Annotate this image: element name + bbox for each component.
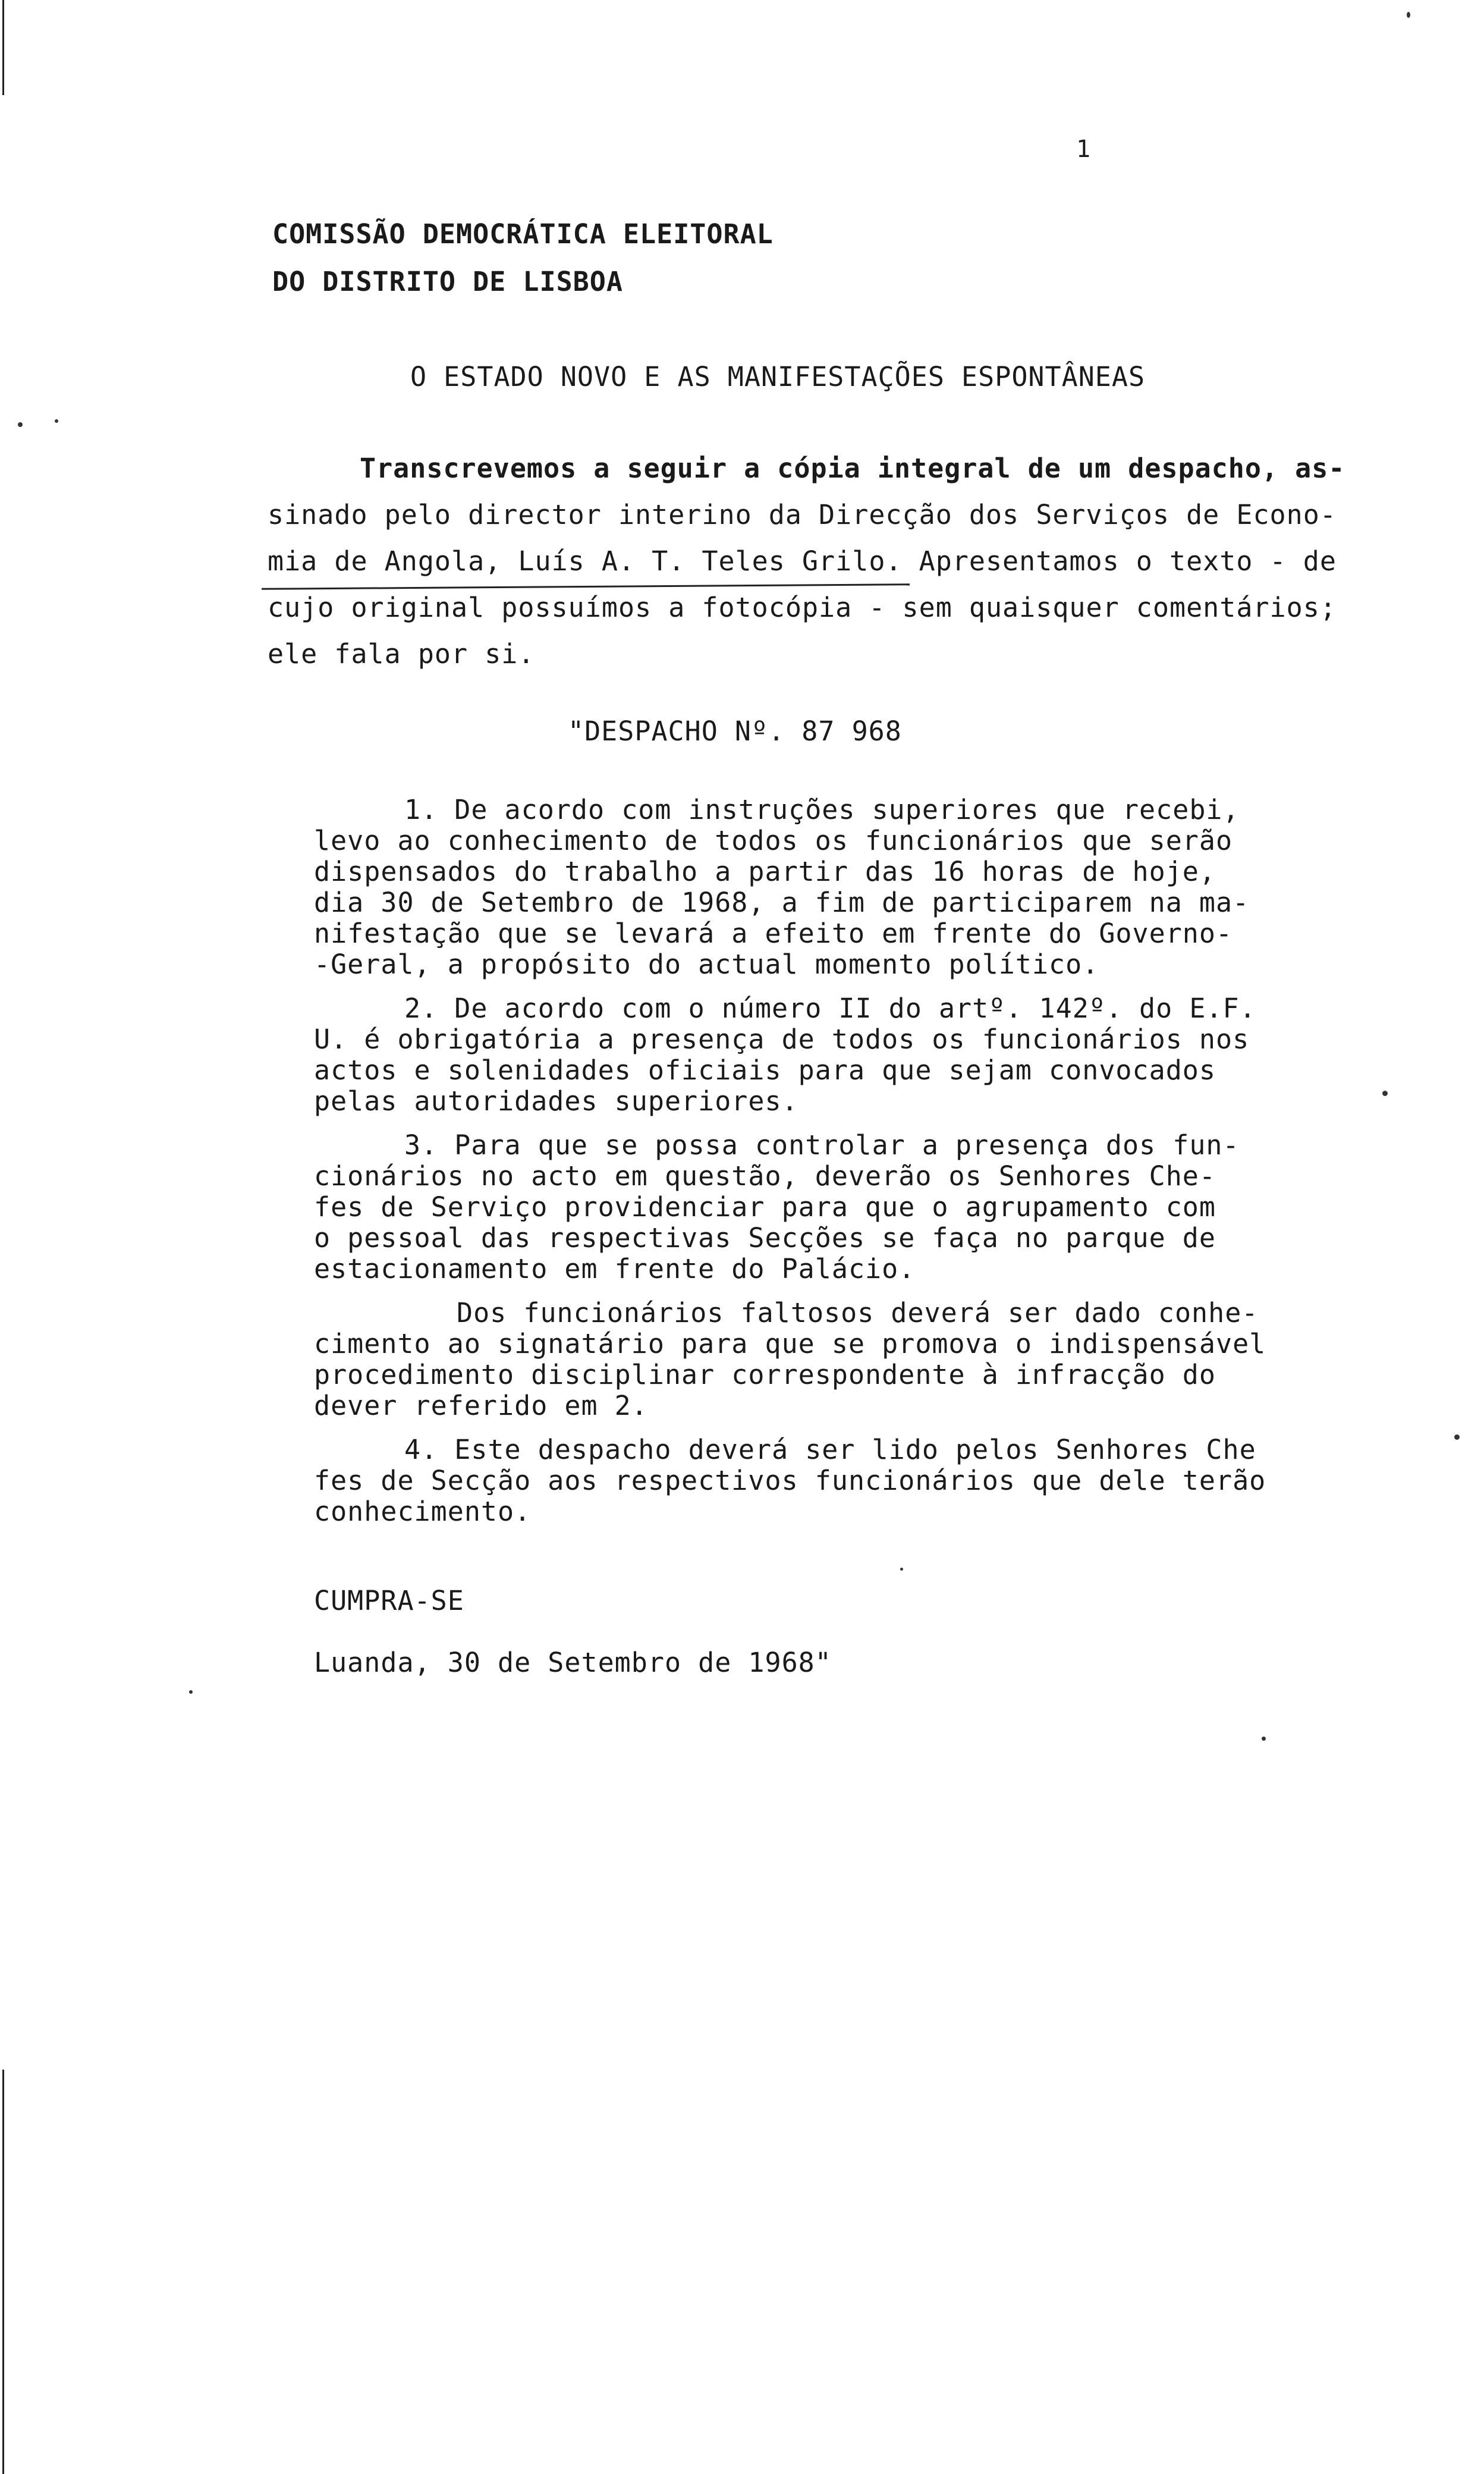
p2-line-1: 2. De acordo com o número II do artº. 142º. do E.F. <box>404 993 1256 1024</box>
p2-line-3: actos e solenidades oficiais para que sejam convocados <box>314 1054 1216 1086</box>
intro-line-4: cujo original possuímos a fotocópia - sem quaisquer comentários; <box>268 592 1337 623</box>
p4-line-1: 4. Este despacho deverá ser lido pelos Senhores Che <box>404 1434 1256 1465</box>
cumpra-se: CUMPRA-SE <box>314 1585 464 1616</box>
p1-line-5: nifestação que se levará a efeito em frente do Governo- <box>314 918 1233 949</box>
p1-line-2: levo ao conhecimento de todos os funcionários que serão <box>314 825 1233 856</box>
p3-line-4: o pessoal das respectivas Secções se faça no parque de <box>314 1222 1216 1254</box>
p4-line-3: conhecimento. <box>314 1496 532 1527</box>
p3b-line-3: procedimento disciplinar correspondente à infracção do <box>314 1359 1216 1390</box>
scan-edge-line <box>2 2070 4 2474</box>
p4-line-2: fes de Secção aos respectivos funcionários que dele terão <box>314 1465 1266 1496</box>
intro-line-1: Transcrevemos a seguir a cópia integral de um despacho, as- <box>360 453 1345 484</box>
p1-line-1: 1. De acordo com instruções superiores que recebi, <box>404 794 1240 825</box>
scan-speck <box>1407 12 1410 18</box>
scan-speck <box>1382 1091 1388 1096</box>
p1-line-6: -Geral, a propósito do actual momento político. <box>314 949 1099 980</box>
scan-speck <box>900 1568 903 1571</box>
p1-line-3: dispensados do trabalho a partir das 16 horas de hoje, <box>314 856 1216 887</box>
p3b-line-1: Dos funcionários faltosos deverá ser dado conhe- <box>457 1297 1259 1329</box>
scan-speck <box>1454 1434 1460 1440</box>
despacho-heading: "DESPACHO Nº. 87 968 <box>568 715 902 747</box>
p1-line-4: dia 30 de Setembro de 1968, a fim de participarem na ma- <box>314 887 1250 918</box>
intro-line-5: ele fala por si. <box>268 638 535 670</box>
p3b-line-4: dever referido em 2. <box>314 1390 648 1421</box>
scan-edge-line <box>2 0 4 95</box>
scan-hand-underline <box>262 583 910 590</box>
scan-speck <box>55 419 58 423</box>
intro-line-2: sinado pelo director interino da Direcção dos Serviços de Econo- <box>268 499 1337 530</box>
p3-line-1: 3. Para que se possa controlar a presença dos fun- <box>404 1129 1240 1161</box>
p3-line-2: cionários no acto em questão, deverão os Senhores Che- <box>314 1160 1216 1192</box>
p2-line-4: pelas autoridades superiores. <box>314 1085 798 1117</box>
p3-line-3: fes de Serviço providenciar para que o agrupamento com <box>314 1191 1216 1223</box>
header-line-1: COMISSÃO DEMOCRÁTICA ELEITORAL <box>272 218 774 250</box>
page-number: 1 <box>1076 136 1091 163</box>
scan-speck <box>18 422 23 427</box>
intro-line-3: mia de Angola, Luís A. T. Teles Grilo. Apresentamos o texto - de <box>268 545 1337 577</box>
p2-line-2: U. é obrigatória a presença de todos os funcionários nos <box>314 1023 1250 1055</box>
header-line-2: DO DISTRITO DE LISBOA <box>272 266 623 297</box>
document-title: O ESTADO NOVO E AS MANIFESTAÇÕES ESPONTÂNEAS <box>410 361 1146 393</box>
closing-date: Luanda, 30 de Setembro de 1968" <box>314 1647 832 1678</box>
scan-speck <box>189 1690 193 1694</box>
p3b-line-2: cimento ao signatário para que se promova o indispensável <box>314 1328 1266 1360</box>
scan-speck <box>1262 1737 1266 1741</box>
p3-line-5: estacionamento em frente do Palácio. <box>314 1253 916 1285</box>
